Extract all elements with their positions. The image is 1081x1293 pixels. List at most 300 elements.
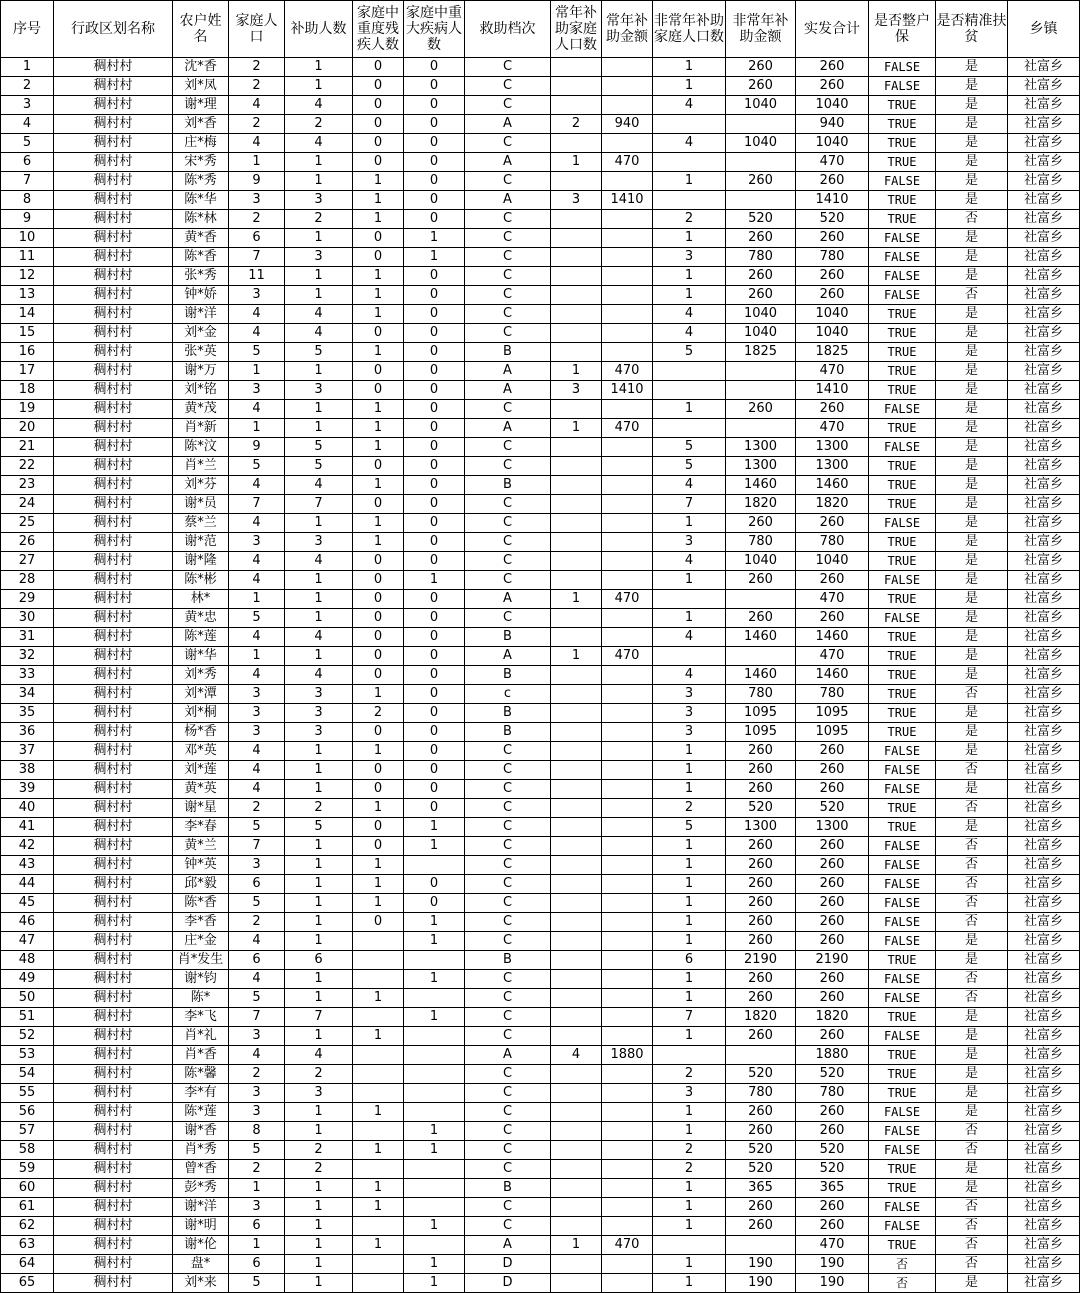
table-cell[interactable]: 190 bbox=[796, 1274, 869, 1293]
table-cell[interactable] bbox=[602, 248, 653, 267]
table-cell[interactable]: 是 bbox=[936, 419, 1008, 438]
table-cell[interactable] bbox=[551, 761, 602, 780]
table-cell[interactable]: 3 bbox=[1, 96, 54, 115]
table-cell[interactable]: 社富乡 bbox=[1008, 780, 1080, 799]
table-cell[interactable]: 4 bbox=[229, 970, 285, 989]
table-cell[interactable]: FALSE bbox=[869, 761, 936, 780]
table-cell[interactable]: 稠村村 bbox=[54, 837, 173, 856]
table-cell[interactable]: 1 bbox=[551, 590, 602, 609]
table-cell[interactable]: C bbox=[465, 438, 551, 457]
table-cell[interactable]: A bbox=[465, 153, 551, 172]
table-cell[interactable]: TRUE bbox=[869, 685, 936, 704]
table-cell[interactable]: 2 bbox=[1, 77, 54, 96]
table-cell[interactable]: 1820 bbox=[726, 495, 796, 514]
table-cell[interactable]: FALSE bbox=[869, 400, 936, 419]
table-cell[interactable]: 1300 bbox=[726, 818, 796, 837]
table-cell[interactable]: 1 bbox=[229, 153, 285, 172]
table-cell[interactable]: FALSE bbox=[869, 932, 936, 951]
table-cell[interactable]: 稠村村 bbox=[54, 362, 173, 381]
table-cell[interactable]: 0 bbox=[404, 875, 465, 894]
table-cell[interactable] bbox=[602, 1217, 653, 1236]
table-cell[interactable]: 庄*金 bbox=[173, 932, 229, 951]
table-cell[interactable]: 社富乡 bbox=[1008, 1046, 1080, 1065]
table-cell[interactable]: 社富乡 bbox=[1008, 913, 1080, 932]
table-cell[interactable]: A bbox=[465, 115, 551, 134]
table-cell[interactable]: 1410 bbox=[796, 381, 869, 400]
table-cell[interactable]: 社富乡 bbox=[1008, 438, 1080, 457]
table-cell[interactable]: 5 bbox=[285, 818, 353, 837]
table-cell[interactable] bbox=[551, 1198, 602, 1217]
table-cell[interactable]: D bbox=[465, 1255, 551, 1274]
table-cell[interactable]: 否 bbox=[936, 1217, 1008, 1236]
table-cell[interactable]: 宋*秀 bbox=[173, 153, 229, 172]
table-cell[interactable]: 稠村村 bbox=[54, 324, 173, 343]
table-cell[interactable]: 1 bbox=[404, 932, 465, 951]
table-cell[interactable]: 260 bbox=[796, 761, 869, 780]
table-cell[interactable]: 61 bbox=[1, 1198, 54, 1217]
table-cell[interactable]: 4 bbox=[285, 305, 353, 324]
table-cell[interactable] bbox=[602, 400, 653, 419]
table-cell[interactable]: 1 bbox=[285, 362, 353, 381]
table-cell[interactable]: 彭*秀 bbox=[173, 1179, 229, 1198]
table-cell[interactable]: 否 bbox=[936, 210, 1008, 229]
table-cell[interactable]: C bbox=[465, 742, 551, 761]
table-cell[interactable]: 7 bbox=[285, 1008, 353, 1027]
table-cell[interactable]: 稠村村 bbox=[54, 761, 173, 780]
table-cell[interactable]: 1 bbox=[285, 1236, 353, 1255]
table-cell[interactable]: 0 bbox=[404, 172, 465, 191]
table-cell[interactable]: 4 bbox=[653, 552, 726, 571]
table-cell[interactable]: 3 bbox=[229, 286, 285, 305]
table-cell[interactable] bbox=[551, 1065, 602, 1084]
table-cell[interactable]: 稠村村 bbox=[54, 723, 173, 742]
table-cell[interactable]: 470 bbox=[796, 419, 869, 438]
table-cell[interactable]: 4 bbox=[285, 552, 353, 571]
table-cell[interactable]: 1 bbox=[653, 761, 726, 780]
table-cell[interactable]: 稠村村 bbox=[54, 647, 173, 666]
table-cell[interactable]: 否 bbox=[936, 1198, 1008, 1217]
table-cell[interactable]: 3 bbox=[653, 1084, 726, 1103]
table-cell[interactable]: 1 bbox=[653, 1217, 726, 1236]
table-cell[interactable]: TRUE bbox=[869, 305, 936, 324]
table-cell[interactable]: 0 bbox=[353, 248, 404, 267]
table-cell[interactable]: 6 bbox=[653, 951, 726, 970]
table-cell[interactable]: 51 bbox=[1, 1008, 54, 1027]
table-cell[interactable]: 稠村村 bbox=[54, 1255, 173, 1274]
table-cell[interactable]: 36 bbox=[1, 723, 54, 742]
table-cell[interactable]: 陈*汶 bbox=[173, 438, 229, 457]
table-cell[interactable]: C bbox=[465, 495, 551, 514]
table-cell[interactable]: 29 bbox=[1, 590, 54, 609]
table-cell[interactable]: 是 bbox=[936, 457, 1008, 476]
table-cell[interactable]: 否 bbox=[936, 1122, 1008, 1141]
table-cell[interactable]: 是 bbox=[936, 818, 1008, 837]
table-cell[interactable]: 谢*范 bbox=[173, 533, 229, 552]
table-cell[interactable]: 4 bbox=[229, 571, 285, 590]
table-cell[interactable]: 1 bbox=[353, 1027, 404, 1046]
table-cell[interactable]: FALSE bbox=[869, 286, 936, 305]
table-cell[interactable] bbox=[551, 457, 602, 476]
table-cell[interactable]: 1 bbox=[653, 172, 726, 191]
table-cell[interactable]: 0 bbox=[353, 115, 404, 134]
table-cell[interactable] bbox=[602, 210, 653, 229]
table-cell[interactable]: 31 bbox=[1, 628, 54, 647]
table-cell[interactable]: 22 bbox=[1, 457, 54, 476]
table-cell[interactable]: 0 bbox=[353, 590, 404, 609]
table-cell[interactable]: 稠村村 bbox=[54, 685, 173, 704]
table-cell[interactable]: C bbox=[465, 552, 551, 571]
table-cell[interactable]: 稠村村 bbox=[54, 1122, 173, 1141]
table-cell[interactable]: C bbox=[465, 77, 551, 96]
table-cell[interactable] bbox=[551, 970, 602, 989]
table-cell[interactable] bbox=[602, 77, 653, 96]
table-cell[interactable]: 260 bbox=[796, 77, 869, 96]
table-cell[interactable]: 社富乡 bbox=[1008, 628, 1080, 647]
table-cell[interactable] bbox=[551, 1255, 602, 1274]
table-cell[interactable]: 否 bbox=[936, 989, 1008, 1008]
table-cell[interactable] bbox=[602, 286, 653, 305]
table-cell[interactable] bbox=[726, 1236, 796, 1255]
table-cell[interactable] bbox=[551, 932, 602, 951]
table-cell[interactable] bbox=[551, 723, 602, 742]
table-cell[interactable]: B bbox=[465, 1179, 551, 1198]
table-cell[interactable]: 34 bbox=[1, 685, 54, 704]
table-cell[interactable] bbox=[404, 1065, 465, 1084]
table-cell[interactable]: FALSE bbox=[869, 1103, 936, 1122]
table-cell[interactable]: 社富乡 bbox=[1008, 305, 1080, 324]
table-cell[interactable] bbox=[551, 1122, 602, 1141]
table-cell[interactable]: 1 bbox=[285, 571, 353, 590]
table-cell[interactable]: 3 bbox=[229, 1084, 285, 1103]
table-cell[interactable]: TRUE bbox=[869, 533, 936, 552]
table-cell[interactable]: 1 bbox=[353, 1141, 404, 1160]
table-cell[interactable]: 邓*英 bbox=[173, 742, 229, 761]
table-cell[interactable]: 1 bbox=[353, 989, 404, 1008]
table-cell[interactable]: 1300 bbox=[796, 818, 869, 837]
table-cell[interactable] bbox=[602, 875, 653, 894]
table-cell[interactable]: 稠村村 bbox=[54, 210, 173, 229]
table-cell[interactable]: 50 bbox=[1, 989, 54, 1008]
table-cell[interactable]: 否 bbox=[936, 970, 1008, 989]
table-cell[interactable]: 4 bbox=[229, 134, 285, 153]
table-cell[interactable]: 520 bbox=[726, 1065, 796, 1084]
table-cell[interactable]: 1 bbox=[653, 932, 726, 951]
table-cell[interactable]: 社富乡 bbox=[1008, 362, 1080, 381]
table-cell[interactable]: 1 bbox=[353, 799, 404, 818]
table-cell[interactable]: 260 bbox=[796, 856, 869, 875]
table-cell[interactable]: 社富乡 bbox=[1008, 381, 1080, 400]
table-cell[interactable]: 260 bbox=[796, 894, 869, 913]
table-cell[interactable]: FALSE bbox=[869, 438, 936, 457]
table-cell[interactable]: FALSE bbox=[869, 913, 936, 932]
table-cell[interactable]: 社富乡 bbox=[1008, 153, 1080, 172]
table-cell[interactable]: 1 bbox=[404, 1141, 465, 1160]
table-cell[interactable]: 0 bbox=[404, 476, 465, 495]
table-cell[interactable]: 陈*秀 bbox=[173, 172, 229, 191]
table-cell[interactable] bbox=[602, 1198, 653, 1217]
table-cell[interactable]: 稠村村 bbox=[54, 1160, 173, 1179]
table-cell[interactable]: 260 bbox=[726, 571, 796, 590]
table-cell[interactable] bbox=[602, 666, 653, 685]
table-cell[interactable]: 3 bbox=[229, 1027, 285, 1046]
table-cell[interactable]: 1 bbox=[404, 248, 465, 267]
table-cell[interactable]: 260 bbox=[726, 286, 796, 305]
table-cell[interactable]: 张*英 bbox=[173, 343, 229, 362]
table-cell[interactable]: 李*香 bbox=[173, 913, 229, 932]
table-cell[interactable] bbox=[602, 704, 653, 723]
table-cell[interactable]: 1 bbox=[353, 172, 404, 191]
table-cell[interactable]: 260 bbox=[796, 571, 869, 590]
table-cell[interactable]: 4 bbox=[229, 552, 285, 571]
table-cell[interactable] bbox=[551, 210, 602, 229]
table-cell[interactable]: B bbox=[465, 666, 551, 685]
table-cell[interactable]: 1040 bbox=[796, 552, 869, 571]
table-cell[interactable]: C bbox=[465, 229, 551, 248]
table-cell[interactable]: 肖*发生 bbox=[173, 951, 229, 970]
table-cell[interactable]: 190 bbox=[726, 1255, 796, 1274]
table-cell[interactable]: 1460 bbox=[796, 476, 869, 495]
table-cell[interactable]: C bbox=[465, 875, 551, 894]
table-cell[interactable]: TRUE bbox=[869, 628, 936, 647]
table-cell[interactable] bbox=[653, 1236, 726, 1255]
table-cell[interactable]: 稠村村 bbox=[54, 970, 173, 989]
table-cell[interactable]: 5 bbox=[229, 343, 285, 362]
table-cell[interactable]: 470 bbox=[796, 590, 869, 609]
table-cell[interactable]: 0 bbox=[404, 210, 465, 229]
table-cell[interactable]: 35 bbox=[1, 704, 54, 723]
table-cell[interactable]: TRUE bbox=[869, 210, 936, 229]
table-cell[interactable] bbox=[353, 1046, 404, 1065]
table-cell[interactable]: 1825 bbox=[726, 343, 796, 362]
table-cell[interactable]: 稠村村 bbox=[54, 438, 173, 457]
table-cell[interactable]: 1 bbox=[551, 362, 602, 381]
table-cell[interactable]: 260 bbox=[796, 1122, 869, 1141]
table-cell[interactable]: C bbox=[465, 514, 551, 533]
table-cell[interactable] bbox=[726, 153, 796, 172]
table-cell[interactable] bbox=[551, 343, 602, 362]
table-cell[interactable]: 1 bbox=[285, 856, 353, 875]
table-cell[interactable]: 社富乡 bbox=[1008, 58, 1080, 77]
table-cell[interactable]: 否 bbox=[936, 837, 1008, 856]
table-cell[interactable]: 1 bbox=[653, 400, 726, 419]
table-cell[interactable] bbox=[551, 799, 602, 818]
table-cell[interactable] bbox=[602, 438, 653, 457]
table-cell[interactable]: 4 bbox=[285, 666, 353, 685]
table-cell[interactable]: 否 bbox=[936, 1255, 1008, 1274]
table-cell[interactable]: 520 bbox=[796, 1141, 869, 1160]
table-cell[interactable]: 1 bbox=[551, 647, 602, 666]
table-cell[interactable]: 260 bbox=[796, 514, 869, 533]
table-cell[interactable]: 3 bbox=[285, 723, 353, 742]
table-cell[interactable] bbox=[726, 419, 796, 438]
table-cell[interactable]: 陈*华 bbox=[173, 191, 229, 210]
table-cell[interactable]: 260 bbox=[726, 856, 796, 875]
table-cell[interactable]: TRUE bbox=[869, 666, 936, 685]
table-cell[interactable] bbox=[653, 362, 726, 381]
table-cell[interactable]: 0 bbox=[404, 894, 465, 913]
table-cell[interactable]: 稠村村 bbox=[54, 267, 173, 286]
table-cell[interactable] bbox=[602, 229, 653, 248]
table-cell[interactable]: TRUE bbox=[869, 1179, 936, 1198]
table-cell[interactable]: 1095 bbox=[796, 723, 869, 742]
table-cell[interactable]: 刘*铭 bbox=[173, 381, 229, 400]
table-cell[interactable] bbox=[602, 932, 653, 951]
table-cell[interactable] bbox=[602, 1103, 653, 1122]
table-cell[interactable] bbox=[653, 115, 726, 134]
table-cell[interactable]: 1 bbox=[285, 1255, 353, 1274]
table-cell[interactable]: 是 bbox=[936, 381, 1008, 400]
table-cell[interactable]: 2 bbox=[229, 799, 285, 818]
table-cell[interactable]: 1300 bbox=[796, 457, 869, 476]
table-cell[interactable]: FALSE bbox=[869, 875, 936, 894]
table-cell[interactable] bbox=[551, 533, 602, 552]
table-cell[interactable]: A bbox=[465, 191, 551, 210]
table-cell[interactable]: 否 bbox=[936, 875, 1008, 894]
table-cell[interactable]: 社富乡 bbox=[1008, 818, 1080, 837]
table-cell[interactable]: 1095 bbox=[726, 704, 796, 723]
table-cell[interactable]: 社富乡 bbox=[1008, 894, 1080, 913]
table-cell[interactable]: 1 bbox=[285, 647, 353, 666]
table-cell[interactable]: 稠村村 bbox=[54, 932, 173, 951]
table-cell[interactable]: B bbox=[465, 628, 551, 647]
table-cell[interactable]: 63 bbox=[1, 1236, 54, 1255]
table-cell[interactable]: 稠村村 bbox=[54, 1008, 173, 1027]
table-cell[interactable]: 是 bbox=[936, 1179, 1008, 1198]
table-cell[interactable]: 2 bbox=[229, 1065, 285, 1084]
table-cell[interactable]: 780 bbox=[796, 533, 869, 552]
table-cell[interactable]: 社富乡 bbox=[1008, 761, 1080, 780]
table-cell[interactable]: 1 bbox=[653, 1122, 726, 1141]
table-cell[interactable]: B bbox=[465, 951, 551, 970]
table-cell[interactable]: 7 bbox=[229, 1008, 285, 1027]
table-cell[interactable]: 260 bbox=[726, 837, 796, 856]
table-cell[interactable]: 稠村村 bbox=[54, 1217, 173, 1236]
table-cell[interactable]: C bbox=[465, 799, 551, 818]
table-cell[interactable]: 1 bbox=[285, 514, 353, 533]
table-cell[interactable]: 社富乡 bbox=[1008, 799, 1080, 818]
table-cell[interactable]: 4 bbox=[229, 780, 285, 799]
table-cell[interactable]: 7 bbox=[285, 495, 353, 514]
table-cell[interactable]: C bbox=[465, 856, 551, 875]
table-cell[interactable]: TRUE bbox=[869, 552, 936, 571]
table-cell[interactable]: 0 bbox=[404, 286, 465, 305]
table-cell[interactable]: 4 bbox=[653, 305, 726, 324]
table-cell[interactable]: 稠村村 bbox=[54, 1274, 173, 1293]
table-cell[interactable]: 是 bbox=[936, 951, 1008, 970]
table-cell[interactable]: 稠村村 bbox=[54, 704, 173, 723]
table-cell[interactable]: 260 bbox=[726, 58, 796, 77]
table-cell[interactable] bbox=[602, 761, 653, 780]
table-cell[interactable] bbox=[551, 1141, 602, 1160]
table-cell[interactable]: 张*秀 bbox=[173, 267, 229, 286]
table-cell[interactable]: TRUE bbox=[869, 704, 936, 723]
table-cell[interactable]: 1040 bbox=[726, 324, 796, 343]
table-cell[interactable] bbox=[353, 1255, 404, 1274]
table-cell[interactable]: 6 bbox=[285, 951, 353, 970]
table-cell[interactable]: 肖*秀 bbox=[173, 1141, 229, 1160]
table-cell[interactable]: 1 bbox=[285, 229, 353, 248]
table-cell[interactable]: 社富乡 bbox=[1008, 590, 1080, 609]
table-cell[interactable] bbox=[551, 837, 602, 856]
table-cell[interactable]: 0 bbox=[404, 780, 465, 799]
table-cell[interactable]: 1 bbox=[285, 58, 353, 77]
table-cell[interactable]: FALSE bbox=[869, 229, 936, 248]
table-cell[interactable]: 260 bbox=[726, 172, 796, 191]
table-cell[interactable]: TRUE bbox=[869, 134, 936, 153]
table-cell[interactable]: 3 bbox=[551, 191, 602, 210]
table-cell[interactable]: 社富乡 bbox=[1008, 343, 1080, 362]
table-cell[interactable] bbox=[602, 799, 653, 818]
table-cell[interactable]: 780 bbox=[796, 248, 869, 267]
table-cell[interactable]: 1 bbox=[229, 590, 285, 609]
table-cell[interactable]: 260 bbox=[796, 932, 869, 951]
table-cell[interactable]: 1040 bbox=[796, 324, 869, 343]
table-cell[interactable]: 3 bbox=[229, 704, 285, 723]
table-cell[interactable]: 黄*兰 bbox=[173, 837, 229, 856]
table-cell[interactable] bbox=[353, 951, 404, 970]
table-cell[interactable]: 1040 bbox=[726, 96, 796, 115]
table-cell[interactable]: 0 bbox=[404, 438, 465, 457]
table-cell[interactable] bbox=[602, 970, 653, 989]
table-cell[interactable]: 社富乡 bbox=[1008, 1103, 1080, 1122]
table-cell[interactable]: 李*飞 bbox=[173, 1008, 229, 1027]
table-cell[interactable]: TRUE bbox=[869, 1084, 936, 1103]
table-cell[interactable] bbox=[602, 780, 653, 799]
table-cell[interactable]: 1 bbox=[353, 1179, 404, 1198]
table-cell[interactable] bbox=[602, 1122, 653, 1141]
table-cell[interactable]: 5 bbox=[653, 343, 726, 362]
table-cell[interactable]: 是 bbox=[936, 476, 1008, 495]
table-cell[interactable]: TRUE bbox=[869, 115, 936, 134]
table-cell[interactable]: 0 bbox=[353, 134, 404, 153]
table-cell[interactable]: 5 bbox=[653, 457, 726, 476]
table-cell[interactable]: 38 bbox=[1, 761, 54, 780]
table-cell[interactable]: 1 bbox=[285, 172, 353, 191]
table-cell[interactable]: 是 bbox=[936, 1274, 1008, 1293]
table-cell[interactable]: C bbox=[465, 210, 551, 229]
table-cell[interactable] bbox=[551, 248, 602, 267]
table-cell[interactable]: A bbox=[465, 362, 551, 381]
table-cell[interactable]: 稠村村 bbox=[54, 229, 173, 248]
table-cell[interactable] bbox=[551, 324, 602, 343]
table-cell[interactable]: 3 bbox=[653, 723, 726, 742]
table-cell[interactable]: 1 bbox=[285, 1198, 353, 1217]
table-cell[interactable]: 4 bbox=[229, 761, 285, 780]
table-cell[interactable]: 是 bbox=[936, 58, 1008, 77]
table-cell[interactable]: 稠村村 bbox=[54, 1141, 173, 1160]
table-cell[interactable]: 1 bbox=[653, 875, 726, 894]
table-cell[interactable]: 40 bbox=[1, 799, 54, 818]
table-cell[interactable]: 1 bbox=[229, 1236, 285, 1255]
table-cell[interactable]: 19 bbox=[1, 400, 54, 419]
table-cell[interactable]: 2190 bbox=[726, 951, 796, 970]
table-cell[interactable]: 190 bbox=[796, 1255, 869, 1274]
table-cell[interactable]: D bbox=[465, 1274, 551, 1293]
table-cell[interactable] bbox=[404, 989, 465, 1008]
table-cell[interactable]: 1 bbox=[229, 647, 285, 666]
table-cell[interactable]: 0 bbox=[353, 229, 404, 248]
table-cell[interactable]: 1 bbox=[653, 1179, 726, 1198]
table-cell[interactable]: FALSE bbox=[869, 514, 936, 533]
table-cell[interactable]: 稠村村 bbox=[54, 191, 173, 210]
table-cell[interactable]: 1 bbox=[653, 780, 726, 799]
table-cell[interactable]: 刘*秀 bbox=[173, 666, 229, 685]
table-cell[interactable]: 260 bbox=[796, 1198, 869, 1217]
table-cell[interactable]: 4 bbox=[285, 134, 353, 153]
table-cell[interactable]: 470 bbox=[602, 153, 653, 172]
table-cell[interactable]: 是 bbox=[936, 590, 1008, 609]
table-cell[interactable]: 是 bbox=[936, 1027, 1008, 1046]
